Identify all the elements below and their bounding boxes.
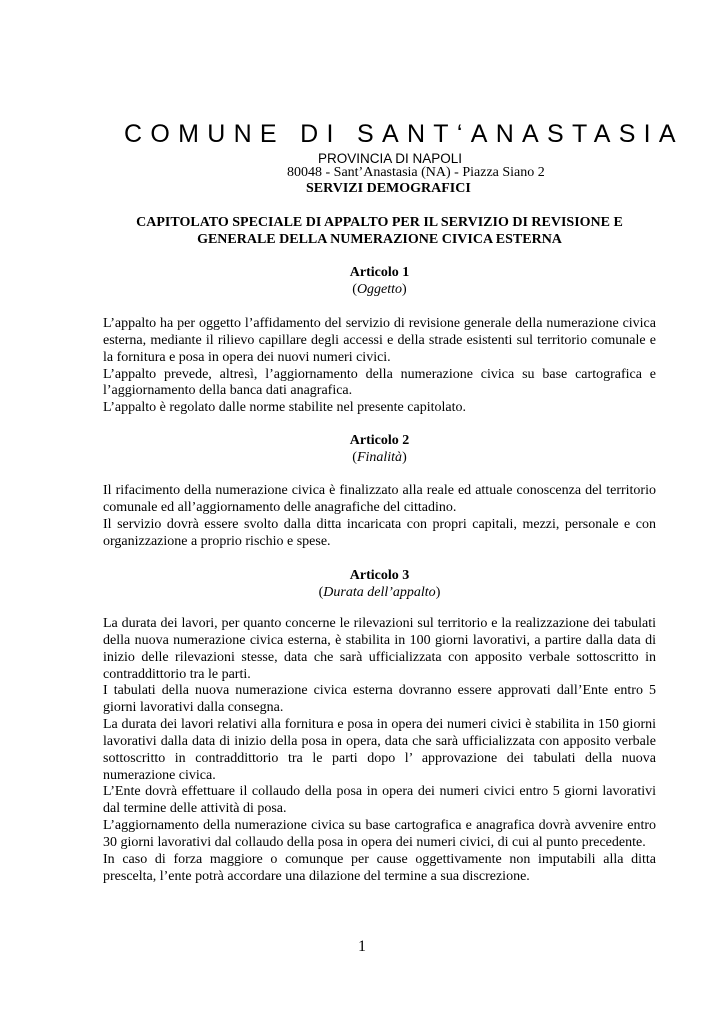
- page-number: 1: [358, 938, 366, 955]
- article-body: [103, 616, 656, 886]
- article-subtitle: (Durata dell’appalto): [318, 585, 441, 600]
- article-subtitle: (Finalità): [352, 450, 407, 465]
- document-title-line: CAPITOLATO SPECIALE DI APPALTO PER IL SERVIZIO DI REVISIONE E: [136, 215, 623, 230]
- paragraph: L’aggiornamento della numerazione civica su base cartografica e anagrafica dovrà avvenire entro 30 giorni lavorativi dal collaudo della posa in opera dei numeri civici, di cui al punto precedente.: [103, 818, 656, 850]
- document-title: [103, 214, 656, 248]
- department-name: SERVIZI DEMOGRAFICI: [306, 181, 471, 196]
- article-number: Articolo 1: [349, 265, 410, 280]
- paragraph: Il rifacimento della numerazione civica è finalizzato alla reale ed attuale conoscenza del territorio comunale ed all’aggiornamento delle anagrafiche del cittadino.: [103, 483, 656, 515]
- paragraph: L’appalto è regolato dalle norme stabilite nel presente capitolato.: [103, 400, 466, 416]
- article-number: Articolo 2: [349, 433, 410, 448]
- municipality-name: COMUNE DI SANT‘ANASTASIA: [124, 120, 684, 148]
- address: 80048 - Sant’Anastasia (NA) - Piazza Siano 2: [287, 165, 545, 180]
- article-body: [103, 483, 656, 550]
- article-body: [103, 316, 656, 417]
- article-number: Articolo 3: [349, 568, 410, 583]
- article-heading: [103, 264, 656, 298]
- paragraph: I tabulati della nuova numerazione civica esterna dovranno essere approvati dall’Ente entro 5 giorni lavorativi dalla consegna.: [103, 683, 656, 716]
- document-title-line: GENERALE DELLA NUMERAZIONE CIVICA ESTERNA: [197, 232, 562, 247]
- paragraph: L’appalto ha per oggetto l’affidamento del servizio di revisione generale della numerazione civica esterna, mediante il rilievo capillare degli accessi e della strade esistenti sul territorio comunale e la fornitura e posa in opera dei nuovi numeri civici.: [103, 316, 656, 365]
- article-subtitle: (Oggetto): [352, 282, 407, 297]
- article-heading: [103, 432, 656, 466]
- paragraph: Il servizio dovrà essere svolto dalla ditta incaricata con propri capitali, mezzi, personale e con organizzazione a proprio rischio e spese.: [103, 516, 656, 549]
- paragraph: La durata dei lavori, per quanto concerne le rilevazioni sul territorio e la realizzazione dei tabulati della nuova numerazione civica esterna, è stabilita in 100 giorni lavorativi, a partire dalla data di inizio delle rilevazioni stesse, data che sarà ufficializzata con apposito verbale sottoscritto in contraddittorio tra le parti.: [103, 616, 656, 682]
- article-heading: [103, 567, 656, 601]
- paragraph: In caso di forza maggiore o comunque per cause oggettivamente non imputabili alla ditta prescelta, l’ente potrà accordare una dilazione del termine a sua discrezione.: [103, 851, 656, 884]
- paragraph: La durata dei lavori relativi alla fornitura e posa in opera dei numeri civici è stabilita in 150 giorni lavorativi dalla data di inizio della posa in opera, data che sarà ufficializzata con apposito verbale sottoscritto in contraddittorio tra le parti dopo l’ approvazione dei tabulati della nuova numerazione civica.: [103, 717, 656, 783]
- province-name: PROVINCIA DI NAPOLI: [318, 151, 463, 166]
- paragraph: L’appalto prevede, altresì, l’aggiornamento della numerazione civica su base cartografica e l’aggiornamento della banca dati anagrafica.: [103, 366, 656, 399]
- paragraph: L’Ente dovrà effettuare il collaudo della posa in opera dei numeri civici entro 5 giorni lavorativi dal termine delle attività di posa.: [103, 784, 656, 817]
